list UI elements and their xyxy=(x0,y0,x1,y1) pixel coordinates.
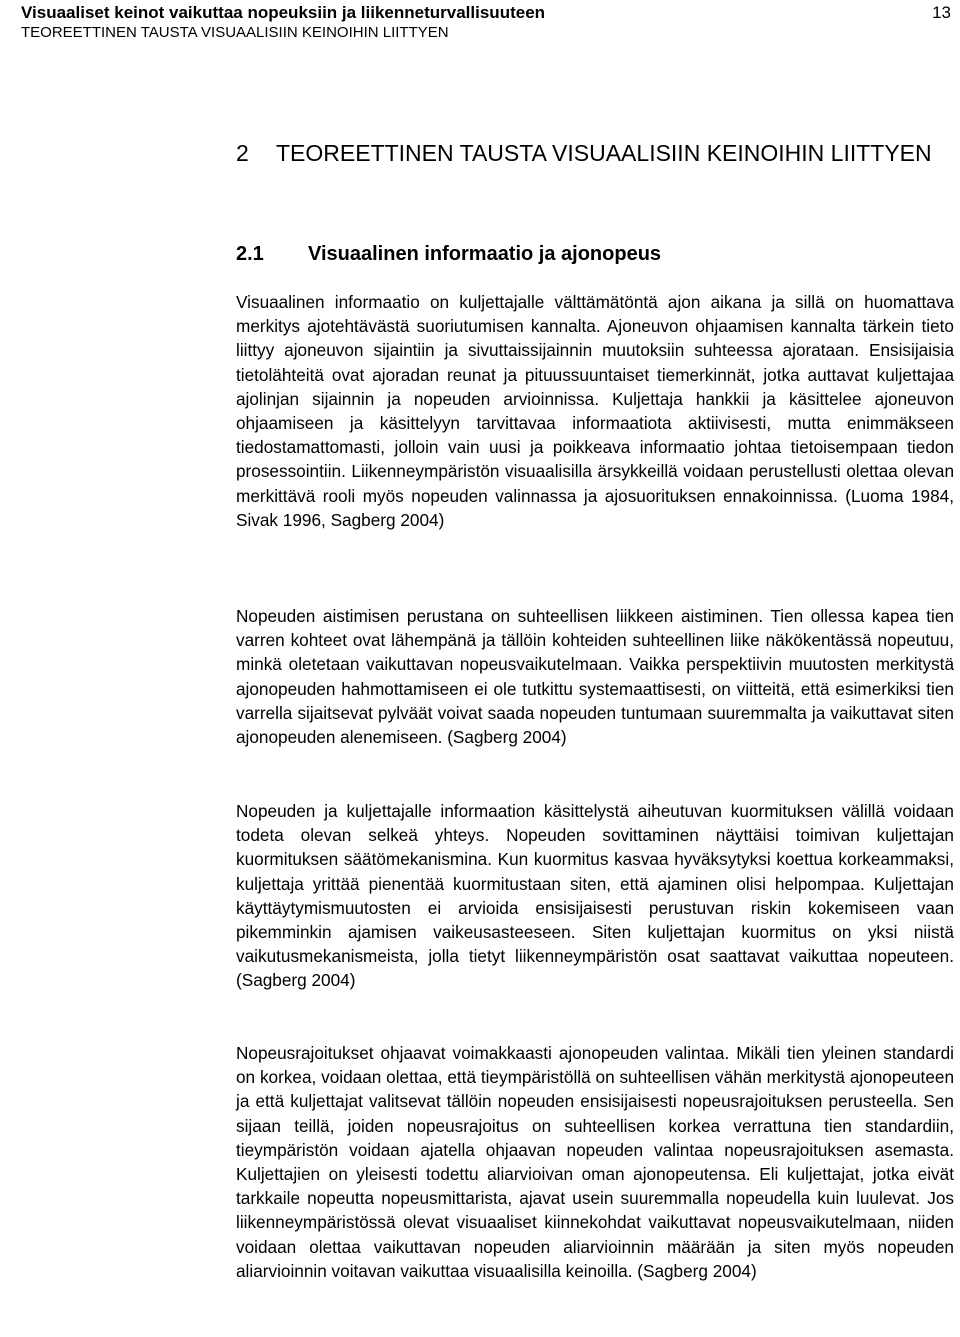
body-paragraph: Nopeuden ja kuljettajalle informaation käsittelystä aiheutuvan kuormituksen välillä voidaan todeta olevan selkeä yhteys. Nopeuden sovittaminen näyttäisi toimivan kuljettajan kuormituksen säätömekanismina. Kun kuormitus kasvaa hyväksytyksi koettua korkeammaksi, kuljettaja yrittää pienentää kuormitustaan siten, että ajaminen olisi helpompaa. Kuljettajan käyttäytymismuutosten ei arvioida ensisijaisesti perustuvan riskin kokemiseen vaan pikemminkin ajamisen vaikeusasteeseen. Siten kuljettajan kuormitus on yksi niistä vaikutusmekanismeista, jolla tietyt liikenneympäristön osat saattavat vaikuttaa nopeuteen. (Sagberg 2004) xyxy=(236,801,954,991)
body-paragraph: Visuaalinen informaatio on kuljettajalle välttämätöntä ajon aikana ja sillä on huomattava merkitys ajotehtävästä suoriutumisen kannalta. Ajoneuvon ohjaamisen kannalta tärkein tieto liittyy ajoneuvon sijaintiin ja sivuttaissijainnin muutoksiin suhteessa ajorataan. Ensisijaisia tietolähteitä ovat ajoradan reunat ja pituussuuntaiset tiemerkinnät, jotka auttavat kuljettajaa ajolinjan sijainnin ja nopeuden arvioinnissa. Kuljettaja hankkii ja käsittelee ajoneuvon ohjaamiseen ja käsittelyyn tarvittavaa informaatiota aktiivisesti, mutta enimmäkseen tiedostamattomasti, jolloin vain uusi ja poikkeava informaatio johtaa tietoisempaan tiedon prosessointiin. Liikenneympäristön visuaalisilla ärsykkeillä voidaan perustellusti olettaa olevan merkittävä rooli myös nopeuden valinnassa ja ajosuorituksen ennakoinnissa. (Luoma 1984, Sivak 1996, Sagberg 2004) xyxy=(236,292,954,530)
chapter-number: 2 xyxy=(236,140,249,166)
running-header-chapter: TEOREETTINEN TAUSTA VISUAALISIIN KEINOIHIN LIITTYEN xyxy=(21,24,449,41)
page-number: 13 xyxy=(932,3,951,22)
running-header-title: Visuaaliset keinot vaikuttaa nopeuksiin ja liikenneturvallisuuteen xyxy=(21,3,546,22)
section-title: Visuaalinen informaatio ja ajonopeus xyxy=(308,243,662,265)
chapter-heading xyxy=(236,137,954,169)
body-paragraph: Nopeuden aistimisen perustana on suhteellisen liikkeen aistiminen. Tien ollessa kapea tien varren kohteet ovat lähempänä ja tällöin kohteiden suhteellinen liike näkökentässä nopeutuu, minkä oletetaan vaikuttavan nopeusvaikutelmaan. Vaikka perspektiivin muutosten merkitystä ajonopeuden hahmottamiseen ei ole tutkittu systemaattisesti, on viitteitä, että esimerkiksi tien varrella sijaitsevat pylväät voivat saada nopeuden tuntumaan suuremmalta ja vaikuttavat siten ajonopeuden alenemiseen. (Sagberg 2004) xyxy=(236,606,954,748)
chapter-title: TEOREETTINEN TAUSTA VISUAALISIIN KEINOIHIN LIITTYEN xyxy=(276,140,932,166)
section-number: 2.1 xyxy=(236,243,264,265)
page-header xyxy=(21,0,951,48)
body-paragraph: Nopeusrajoitukset ohjaavat voimakkaasti ajonopeuden valintaa. Mikäli tien yleinen standardi on korkea, voidaan olettaa, että tieympäristöllä on suhteellisen vähän merkitystä ajonopeuteen ja että kuljettajat valitsevat tällöin nopeuden ensisijaisesti nopeusrajoituksen perusteella. Sen sijaan teillä, joiden nopeusrajoitus on suhteellisen korkea verrattuna tien standardiin, tieympäristön voidaan ajatella ohjaavan nopeuden valintaa nopeusrajoituksen asemasta. Kuljettajien on yleisesti todettu aliarvioivan oman ajonopeutensa. Eli kuljettajat, jotka eivät tarkkaile nopeutta nopeusmittarista, ajavat usein suuremmalla nopeudella kuin luulevat. Jos liikenneympäristössä olevat visuaaliset kiinnekohdat vaikuttavat nopeusvaikutelmaan, niiden voidaan olettaa vaikuttavan nopeuden aliarvioinnin määrään ja siten myös nopeuden aliarvioinnin voitavan vaikuttaa visuaalisilla keinoilla. (Sagberg 2004) xyxy=(236,1043,954,1281)
section-heading xyxy=(236,240,954,268)
